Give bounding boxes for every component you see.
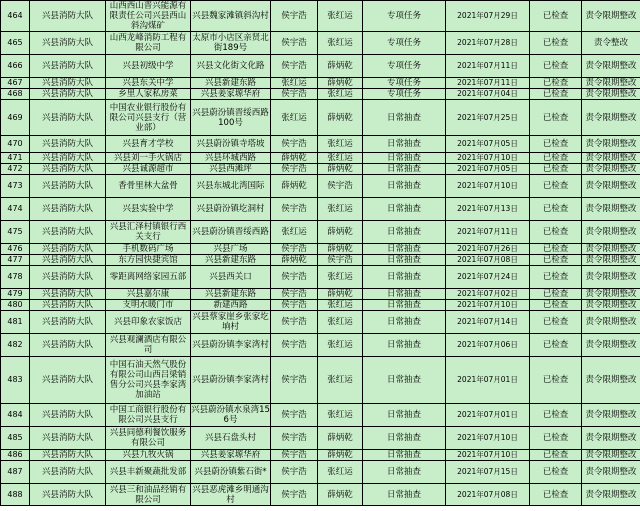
cell-address: 兴县蔚汾镇李家湾村	[191, 357, 271, 404]
cell-name: 支明水暖门市	[106, 300, 191, 311]
cell-inspector-2: 张红运	[318, 300, 363, 311]
cell-name: 手机数码广场	[106, 244, 191, 255]
cell-status: 已检查	[530, 32, 582, 55]
cell-result: 责令限期整改	[582, 136, 640, 153]
table-row	[1, 255, 640, 266]
cell-status: 已检查	[530, 78, 582, 89]
cell-task-type: 日常抽查	[363, 300, 446, 311]
cell-address: 兴县蔚汾镇寺塔坡	[191, 136, 271, 153]
cell-number: 464	[1, 1, 30, 32]
cell-date: 2021年07月24日	[446, 266, 530, 289]
cell-status: 已检查	[530, 1, 582, 32]
cell-inspector-1: 张红运	[271, 78, 318, 89]
cell-address: 兴县新建东路	[191, 289, 271, 300]
cell-date: 2021年07月11日	[446, 55, 530, 78]
cell-status: 已检查	[530, 461, 582, 484]
cell-number: 473	[1, 175, 30, 198]
cell-result: 责令限期整改	[582, 289, 640, 300]
table-row	[1, 1, 640, 32]
cell-number: 466	[1, 55, 30, 78]
cell-inspector-1: 侯宇浩	[271, 136, 318, 153]
cell-task-type: 日常抽查	[363, 450, 446, 461]
cell-name: 兴县同德利餐饮服务有限公司	[106, 427, 191, 450]
cell-inspector-2: 薛炳乾	[318, 100, 363, 136]
cell-name: 兴县诚源超市	[106, 164, 191, 175]
cell-inspector-1: 侯宇浩	[271, 461, 318, 484]
cell-date: 2021年07月29日	[446, 1, 530, 32]
cell-task-type: 日常抽查	[363, 153, 446, 164]
cell-inspector-1: 侯宇浩	[271, 404, 318, 427]
cell-date: 2021年07月10日	[446, 300, 530, 311]
cell-result: 责令限期整改	[582, 427, 640, 450]
cell-inspector-1: 侯宇浩	[271, 357, 318, 404]
table-row	[1, 266, 640, 289]
cell-name: 中国农业银行股份有限公司兴县支行（营业部）	[106, 100, 191, 136]
cell-inspector-1: 侯宇浩	[271, 244, 318, 255]
cell-task-type: 日常抽查	[363, 100, 446, 136]
cell-name: 兴县丰新聚蔬批发部	[106, 461, 191, 484]
cell-name: 兴县三和油品经销有限公司	[106, 484, 191, 506]
cell-inspector-1: 张红运	[271, 100, 318, 136]
cell-result: 责令限期整改	[582, 266, 640, 289]
cell-date: 2021年07月10日	[446, 153, 530, 164]
cell-task-type: 日常抽查	[363, 334, 446, 357]
cell-unit: 兴县消防大队	[30, 1, 106, 32]
cell-status: 已检查	[530, 175, 582, 198]
cell-inspector-2: 张红运	[318, 198, 363, 221]
cell-address: 兴县蔚汾镇圪洞村	[191, 198, 271, 221]
cell-status: 已检查	[530, 89, 582, 100]
cell-name: 兴县九牧火锅	[106, 450, 191, 461]
cell-inspector-2: 张红运	[318, 266, 363, 289]
cell-inspector-1: 侯宇浩	[271, 1, 318, 32]
cell-result: 责令限期整改	[582, 334, 640, 357]
cell-name: 兴县育才学校	[106, 136, 191, 153]
cell-name: 兴县初级中学	[106, 55, 191, 78]
table-row	[1, 153, 640, 164]
cell-result: 责令限期整改	[582, 100, 640, 136]
cell-task-type: 日常抽查	[363, 311, 446, 334]
table-row	[1, 175, 640, 198]
cell-inspector-1: 侯宇浩	[271, 198, 318, 221]
cell-unit: 兴县消防大队	[30, 404, 106, 427]
cell-inspector-2: 张红运	[318, 404, 363, 427]
cell-status: 已检查	[530, 136, 582, 153]
cell-name: 香骨里林大盆骨	[106, 175, 191, 198]
cell-unit: 兴县消防大队	[30, 32, 106, 55]
cell-number: 465	[1, 32, 30, 55]
cell-inspector-2: 薛炳乾	[318, 221, 363, 244]
cell-number: 470	[1, 136, 30, 153]
cell-address: 兴县广场	[191, 244, 271, 255]
cell-number: 478	[1, 266, 30, 289]
table-row	[1, 136, 640, 153]
cell-inspector-1: 侯宇浩	[271, 164, 318, 175]
cell-date: 2021年07月15日	[446, 461, 530, 484]
cell-inspector-2: 张红运	[318, 32, 363, 55]
cell-date: 2021年07月08日	[446, 484, 530, 506]
cell-unit: 兴县消防大队	[30, 55, 106, 78]
table-row	[1, 289, 640, 300]
table-row	[1, 100, 640, 136]
cell-date: 2021年07月02日	[446, 289, 530, 300]
cell-address: 兴县蔚汾镇紫石街*	[191, 461, 271, 484]
cell-name: 山西西山晋兴能源有限责任公司兴县西山斜沟煤矿	[106, 1, 191, 32]
cell-task-type: 日常抽查	[363, 266, 446, 289]
cell-address: 兴县东城北湾国际	[191, 175, 271, 198]
cell-inspector-1: 侯宇浩	[271, 300, 318, 311]
cell-task-type: 日常抽查	[363, 255, 446, 266]
cell-date: 2021年07月14日	[446, 311, 530, 334]
cell-task-type: 日常抽查	[363, 198, 446, 221]
cell-number: 482	[1, 334, 30, 357]
cell-result: 责令限期整改	[582, 300, 640, 311]
cell-inspector-2: 薛炳乾	[318, 427, 363, 450]
cell-address: 兴县魏家滩镇斜沟村	[191, 1, 271, 32]
cell-number: 486	[1, 450, 30, 461]
cell-unit: 兴县消防大队	[30, 198, 106, 221]
cell-unit: 兴县消防大队	[30, 164, 106, 175]
cell-number: 480	[1, 300, 30, 311]
cell-task-type: 日常抽查	[363, 404, 446, 427]
table-row	[1, 427, 640, 450]
cell-inspector-1: 侯宇浩	[271, 334, 318, 357]
cell-address: 新建西路	[191, 300, 271, 311]
cell-date: 2021年07月13日	[446, 198, 530, 221]
cell-inspector-1: 侯宇浩	[271, 289, 318, 300]
cell-address: 兴县蔚汾镇晋绥西路	[191, 221, 271, 244]
cell-address: 兴县西关口	[191, 266, 271, 289]
cell-unit: 兴县消防大队	[30, 300, 106, 311]
cell-inspector-2: 侯宇浩	[318, 255, 363, 266]
table-row	[1, 164, 640, 175]
cell-task-type: 日常抽查	[363, 175, 446, 198]
cell-address: 太原市小店区亲贤北街189号	[192, 33, 269, 53]
table-row	[1, 55, 640, 78]
cell-number: 487	[1, 461, 30, 484]
cell-unit: 兴县消防大队	[30, 221, 106, 244]
table-body	[1, 1, 640, 506]
cell-unit: 兴县消防大队	[30, 255, 106, 266]
cell-date: 2021年07月25日	[446, 100, 530, 136]
cell-unit: 兴县消防大队	[30, 78, 106, 89]
cell-inspector-2: 薛炳乾	[318, 244, 363, 255]
cell-address: 兴县新建东路	[191, 255, 271, 266]
cell-task-type: 日常抽查	[363, 221, 446, 244]
cell-date: 2021年07月10日	[446, 427, 530, 450]
cell-result: 责令限期整改	[582, 1, 640, 32]
table-row	[1, 357, 640, 404]
cell-task-type: 专项任务	[363, 55, 446, 78]
cell-inspector-2: 张红运	[318, 334, 363, 357]
cell-inspector-2: 薛炳乾	[318, 78, 363, 89]
cell-number: 471	[1, 153, 30, 164]
cell-result: 责令限期整改	[582, 311, 640, 334]
table-row	[1, 89, 640, 100]
cell-number: 481	[1, 311, 30, 334]
cell-result: 责令限期整改	[582, 198, 640, 221]
cell-number: 468	[1, 89, 30, 100]
cell-status: 已检查	[530, 334, 582, 357]
cell-date: 2021年07月01日	[446, 357, 530, 404]
table-row	[1, 311, 640, 334]
cell-unit: 兴县消防大队	[30, 136, 106, 153]
cell-status: 已检查	[530, 427, 582, 450]
cell-task-type: 专项任务	[363, 78, 446, 89]
cell-status: 已检查	[530, 164, 582, 175]
cell-inspector-2: 侯宇浩	[318, 175, 363, 198]
table-row	[1, 244, 640, 255]
cell-name: 乡里人家私房菜	[106, 89, 191, 100]
cell-date: 2021年07月04日	[446, 89, 530, 100]
table-row	[1, 221, 640, 244]
cell-task-type: 日常抽查	[363, 461, 446, 484]
cell-result: 责令整改	[582, 32, 640, 55]
cell-inspector-2: 张红运	[318, 136, 363, 153]
cell-number: 474	[1, 198, 30, 221]
cell-address: 兴县蔡家崖乡张家圪垧村	[192, 312, 269, 332]
cell-task-type: 专项任务	[363, 89, 446, 100]
cell-date: 2021年07月01日	[446, 404, 530, 427]
cell-address: 兴县姜家塬华府	[191, 89, 271, 100]
cell-status: 已检查	[530, 255, 582, 266]
cell-address: 兴县蔚汾镇水泉湾156号	[191, 405, 270, 425]
cell-number: 485	[1, 427, 30, 450]
cell-inspector-2: 张红运	[318, 153, 363, 164]
table-row	[1, 78, 640, 89]
cell-unit: 兴县消防大队	[30, 484, 106, 506]
cell-inspector-1: 侯宇浩	[271, 89, 318, 100]
cell-result: 责令限期整改	[582, 78, 640, 89]
cell-name: 兴县汇泽村镇银行西关支行	[106, 221, 191, 244]
cell-address: 兴县新建东路	[191, 78, 271, 89]
cell-address: 兴县文化街文化路	[191, 55, 271, 78]
cell-result: 责令限期整改	[582, 484, 640, 506]
cell-date: 2021年07月28日	[446, 32, 530, 55]
cell-address: 兴县蔚汾镇晋绥西路100号	[191, 100, 271, 136]
cell-unit: 兴县消防大队	[30, 427, 106, 450]
cell-date: 2021年07月06日	[446, 334, 530, 357]
cell-name: 兴县观澜酒店有限公司	[106, 334, 191, 357]
cell-unit: 兴县消防大队	[30, 450, 106, 461]
cell-status: 已检查	[530, 300, 582, 311]
cell-date: 2021年07月26日	[446, 244, 530, 255]
cell-result: 责令限期整改	[582, 255, 640, 266]
cell-inspector-2: 张红运	[318, 1, 363, 32]
cell-date: 2021年07月10日	[446, 450, 530, 461]
cell-number: 488	[1, 484, 30, 506]
cell-result: 责令限期整改	[582, 221, 640, 244]
cell-number: 483	[1, 357, 30, 404]
cell-number: 469	[1, 100, 30, 136]
cell-task-type: 专项任务	[363, 1, 446, 32]
cell-result: 责令限期整改	[582, 357, 640, 404]
cell-address: 兴县姜家塬华府	[191, 450, 271, 461]
cell-unit: 兴县消防大队	[30, 334, 106, 357]
cell-status: 已检查	[530, 357, 582, 404]
cell-name: 山西龙峰消防工程有限公司	[106, 32, 191, 55]
cell-inspector-2: 薛炳乾	[318, 164, 363, 175]
cell-result: 责令限期整改	[582, 55, 640, 78]
cell-inspector-1: 侯宇浩	[271, 55, 318, 78]
cell-inspector-2: 张红运	[318, 461, 363, 484]
cell-status: 已检查	[530, 484, 582, 506]
cell-task-type: 日常抽查	[363, 289, 446, 300]
cell-inspector-1: 薛炳乾	[271, 153, 318, 164]
table-row	[1, 404, 640, 427]
cell-inspector-1: 张红运	[271, 221, 318, 244]
cell-date: 2021年07月05日	[446, 136, 530, 153]
cell-result: 责令限期整改	[582, 175, 640, 198]
cell-task-type: 日常抽查	[363, 357, 446, 404]
cell-number: 475	[1, 221, 30, 244]
cell-address: 兴县石盘头村	[191, 427, 271, 450]
cell-unit: 兴县消防大队	[30, 100, 106, 136]
cell-inspector-2: 张红运	[318, 357, 363, 404]
cell-status: 已检查	[530, 55, 582, 78]
cell-unit: 兴县消防大队	[30, 89, 106, 100]
cell-task-type: 日常抽查	[363, 244, 446, 255]
cell-name: 东方园快捷宾馆	[106, 255, 191, 266]
cell-name: 零距离网络家园五部	[106, 266, 191, 289]
table-row	[1, 484, 640, 506]
cell-number: 477	[1, 255, 30, 266]
cell-unit: 兴县消防大队	[30, 289, 106, 300]
cell-inspector-2: 薛炳乾	[318, 55, 363, 78]
cell-name: 兴县嘉尔康	[106, 289, 191, 300]
cell-status: 已检查	[530, 450, 582, 461]
cell-task-type: 日常抽查	[363, 484, 446, 506]
table-row	[1, 461, 640, 484]
cell-address: 兴县蔚汾镇李家湾村	[191, 334, 271, 357]
cell-unit: 兴县消防大队	[30, 266, 106, 289]
cell-result: 责令限期整改	[582, 164, 640, 175]
table-row	[1, 32, 640, 55]
cell-result: 责令限期整改	[582, 244, 640, 255]
cell-inspector-1: 侯宇浩	[271, 427, 318, 450]
cell-status: 已检查	[530, 198, 582, 221]
cell-date: 2021年07月11日	[446, 78, 530, 89]
cell-task-type: 日常抽查	[363, 164, 446, 175]
cell-status: 已检查	[530, 221, 582, 244]
cell-inspector-1: 薛炳乾	[271, 175, 318, 198]
cell-date: 2021年07月05日	[446, 164, 530, 175]
cell-address: 兴县环城西路	[191, 153, 271, 164]
cell-inspector-1: 侯宇浩	[271, 32, 318, 55]
cell-status: 已检查	[530, 244, 582, 255]
cell-result: 责令限期整改	[582, 153, 640, 164]
cell-name: 兴县印象农家饭店	[106, 311, 191, 334]
cell-inspector-2: 薛炳乾	[318, 289, 363, 300]
cell-inspector-1: 侯宇浩	[271, 311, 318, 334]
cell-address: 兴县西滩坪	[191, 164, 271, 175]
cell-unit: 兴县消防大队	[30, 153, 106, 164]
cell-inspector-2: 张红运	[318, 89, 363, 100]
cell-task-type: 日常抽查	[363, 427, 446, 450]
cell-unit: 兴县消防大队	[30, 311, 106, 334]
cell-status: 已检查	[530, 311, 582, 334]
cell-result: 责令限期整改	[582, 404, 640, 427]
cell-inspector-1: 薛炳乾	[271, 255, 318, 266]
cell-task-type: 日常抽查	[363, 136, 446, 153]
cell-name: 兴县刘一手火锅店	[106, 153, 191, 164]
cell-name: 兴县东关中学	[106, 78, 191, 89]
cell-task-type: 专项任务	[363, 32, 446, 55]
cell-status: 已检查	[530, 266, 582, 289]
cell-number: 484	[1, 404, 30, 427]
table-row	[1, 198, 640, 221]
cell-name: 中国石油天然气股份有限公司山西吕梁销售分公司兴县李家湾加油站	[106, 357, 191, 404]
cell-unit: 兴县消防大队	[30, 175, 106, 198]
cell-status: 已检查	[530, 153, 582, 164]
cell-inspector-2: 薛炳乾	[318, 484, 363, 506]
cell-unit: 兴县消防大队	[30, 357, 106, 404]
cell-number: 472	[1, 164, 30, 175]
cell-result: 责令限期整改	[582, 461, 640, 484]
cell-name: 兴县实验中学	[106, 198, 191, 221]
cell-number: 479	[1, 289, 30, 300]
cell-unit: 兴县消防大队	[30, 244, 106, 255]
table-row	[1, 450, 640, 461]
cell-inspector-1: 侯宇浩	[271, 450, 318, 461]
cell-inspector-1: 侯宇浩	[271, 484, 318, 506]
cell-date: 2021年07月08日	[446, 255, 530, 266]
table-row	[1, 300, 640, 311]
cell-status: 已检查	[530, 289, 582, 300]
cell-number: 476	[1, 244, 30, 255]
cell-inspector-2: 张红运	[318, 311, 363, 334]
table-row	[1, 334, 640, 357]
cell-status: 已检查	[530, 404, 582, 427]
cell-number: 467	[1, 78, 30, 89]
cell-inspector-1: 侯宇浩	[271, 266, 318, 289]
cell-status: 已检查	[530, 100, 582, 136]
cell-unit: 兴县消防大队	[30, 461, 106, 484]
cell-inspector-2: 薛炳乾	[318, 450, 363, 461]
cell-address: 兴县恶虎滩乡明通沟村	[192, 484, 269, 505]
cell-result: 责令限期整改	[582, 89, 640, 100]
cell-date: 2021年07月10日	[446, 175, 530, 198]
cell-result: 责令限期整改	[582, 450, 640, 461]
cell-date: 2021年07月11日	[446, 221, 530, 244]
cell-name: 中国工商银行股份有限公司兴县支行	[106, 404, 191, 427]
